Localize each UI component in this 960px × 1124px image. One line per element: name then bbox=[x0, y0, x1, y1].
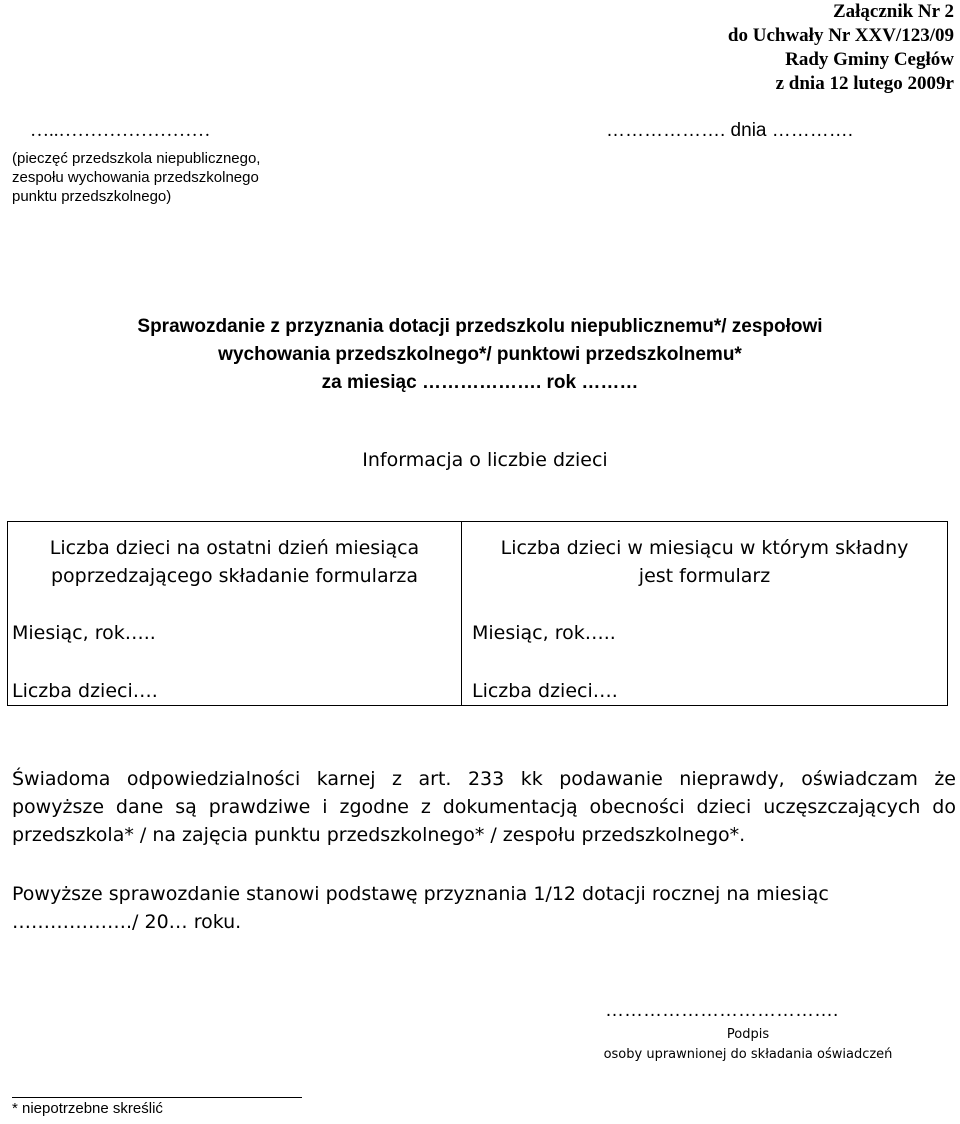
stamp-label bbox=[12, 149, 260, 206]
left-count-field[interactable]: Liczba dzieci…. bbox=[12, 680, 158, 702]
header-line: jest formularz bbox=[638, 565, 771, 587]
signature-label-line: Podpis bbox=[726, 1027, 770, 1042]
left-column-header bbox=[8, 534, 461, 590]
report-title bbox=[0, 313, 960, 397]
report-title-line: wychowania przedszkolnego*/ punktowi przedszkolnemu* bbox=[218, 344, 742, 365]
section-subtitle: Informacja o liczbie dzieci bbox=[362, 449, 608, 471]
basis-period-field[interactable]: ………………./ 20… roku. bbox=[12, 911, 242, 933]
stamp-label-line: (pieczęć przedszkola niepublicznego, bbox=[12, 150, 261, 167]
declaration-statement bbox=[12, 765, 956, 849]
report-period-field[interactable]: za miesiąc ………………. rok ……… bbox=[321, 372, 639, 393]
right-count-field[interactable]: Liczba dzieci…. bbox=[472, 680, 618, 702]
signature-label bbox=[598, 1025, 898, 1065]
stamp-label-line: zespołu wychowania przedszkolnego bbox=[12, 169, 259, 186]
left-month-field[interactable]: Miesiąc, rok….. bbox=[12, 622, 156, 644]
attachment-header bbox=[728, 0, 954, 96]
stamp-label-line: punktu przedszkolnego) bbox=[12, 188, 172, 205]
council-name: Rady Gminy Cegłów bbox=[785, 49, 954, 70]
resolution-number: do Uchwały Nr XXV/123/09 bbox=[727, 25, 954, 46]
footnote: * niepotrzebne skreślić bbox=[12, 1100, 163, 1117]
right-column-header bbox=[462, 534, 947, 590]
basis-line: Powyższe sprawozdanie stanowi podstawę przyznania 1/12 dotacji rocznej na miesiąc bbox=[12, 883, 829, 905]
stamp-dots[interactable]: …..…………………… bbox=[30, 120, 211, 141]
signature-field[interactable]: ………………………………. bbox=[605, 1000, 839, 1021]
attachment-number: Załącznik Nr 2 bbox=[832, 1, 954, 22]
signature-label-line: osoby uprawnionej do składania oświadczeń bbox=[603, 1047, 893, 1062]
report-title-line: Sprawozdanie z przyznania dotacji przedszkolu niepublicznemu*/ zespołowi bbox=[137, 316, 823, 337]
statement-line: powyższe dane są prawdziwe i zgodne z dokumentacją obecności dzieci uczęszczających do bbox=[12, 796, 956, 818]
statement-line: przedszkola* / na zajęcia punktu przedszkolnego* / zespołu przedszkolnego*. bbox=[12, 824, 746, 846]
statement-line: Świadoma odpowiedzialności karnej z art. 233 kk podawanie nieprawdy, oświadczam że bbox=[12, 768, 956, 790]
header-line: Liczba dzieci na ostatni dzień miesiąca bbox=[49, 537, 420, 559]
header-line: poprzedzającego składanie formularza bbox=[50, 565, 419, 587]
right-month-field[interactable]: Miesiąc, rok….. bbox=[472, 622, 616, 644]
date-field[interactable]: ………………. dnia …………. bbox=[606, 120, 854, 141]
subsidy-basis bbox=[12, 880, 829, 936]
footnote-rule bbox=[12, 1097, 302, 1098]
header-line: Liczba dzieci w miesiącu w którym składny bbox=[500, 537, 909, 559]
children-count-table bbox=[7, 521, 948, 706]
resolution-date: z dnia 12 lutego 2009r bbox=[775, 73, 954, 94]
